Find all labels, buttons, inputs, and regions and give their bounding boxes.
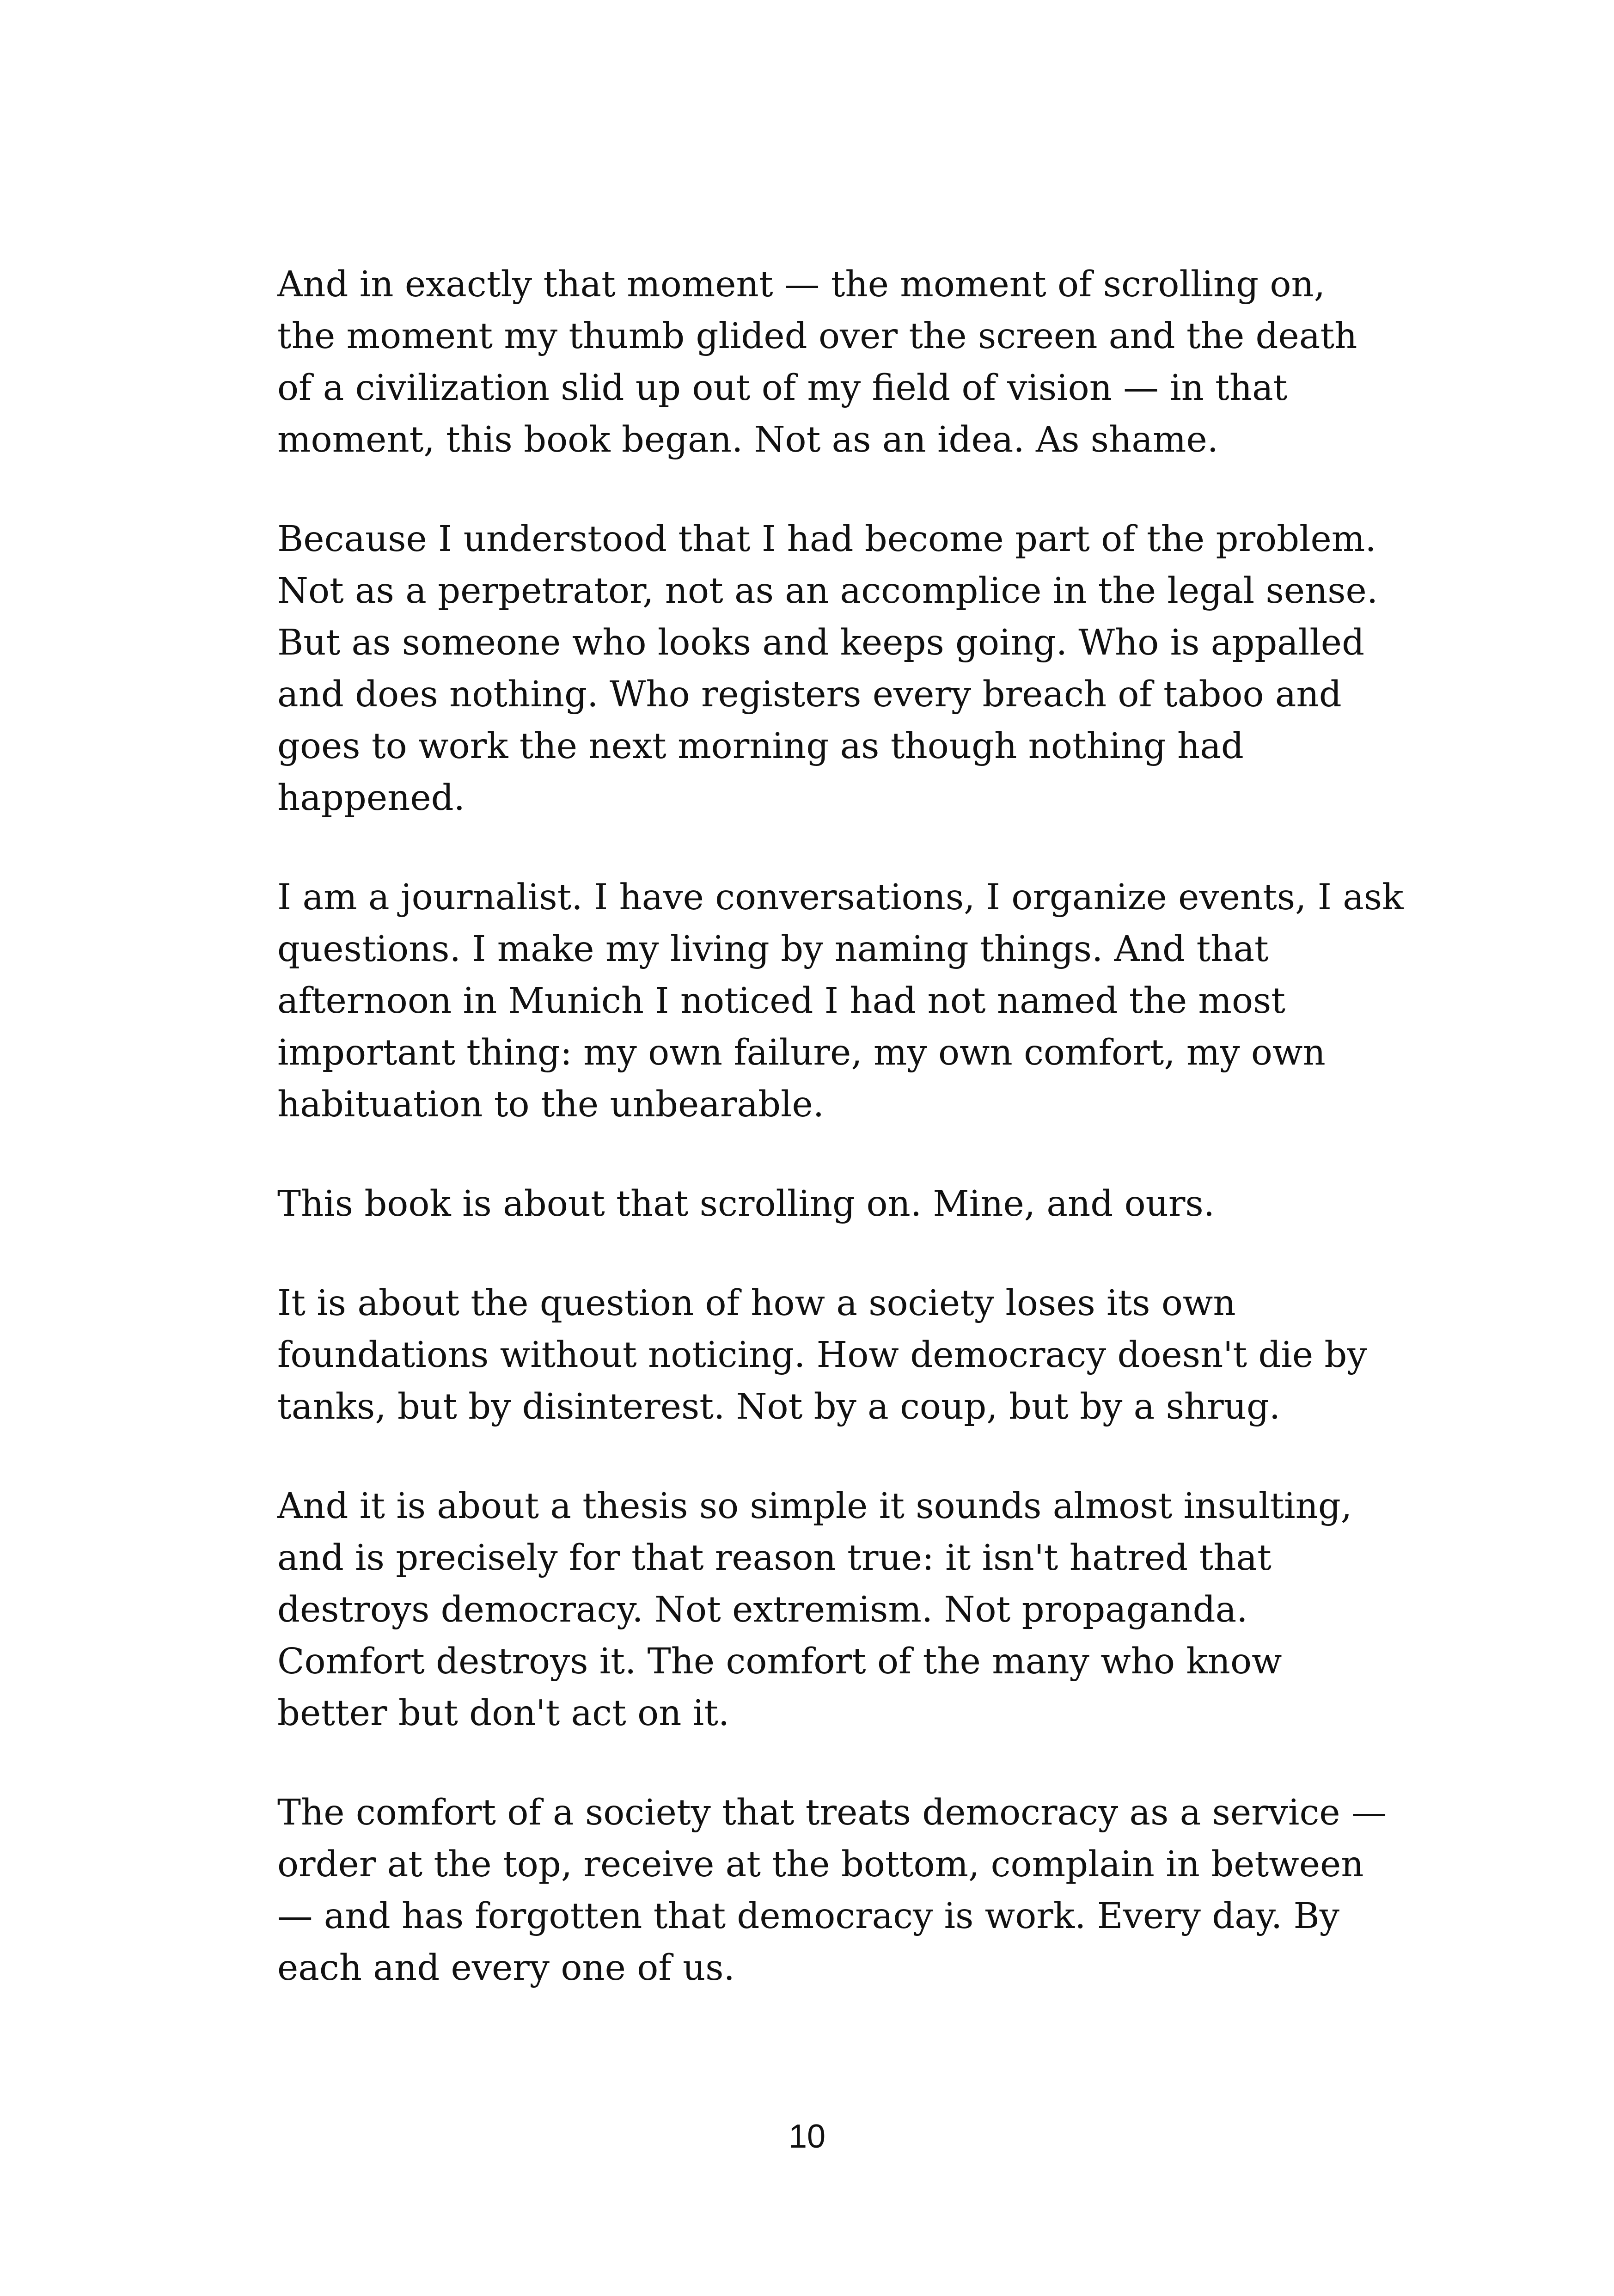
paragraph-4 xyxy=(277,1178,1368,1230)
text-line: important thing: my own failure, my own comfort, my own xyxy=(277,1032,1326,1073)
text-line: But as someone who looks and keeps going. Who is appalled xyxy=(277,622,1365,663)
text-line: tanks, but by disinterest. Not by a coup, but by a shrug. xyxy=(277,1386,1281,1427)
text-line: of a civilization slid up out of my field of vision — in that xyxy=(277,367,1288,409)
text-line: Comfort destroys it. The comfort of the many who know xyxy=(277,1641,1282,1682)
text-line: questions. I make my living by naming things. And that xyxy=(277,929,1269,970)
paragraph-5 xyxy=(277,1278,1368,1433)
text-line: I am a journalist. I have conversations, I organize events, I ask xyxy=(277,877,1404,918)
text-line: better but don't act on it. xyxy=(277,1693,730,1734)
page-number: 10 xyxy=(788,2118,826,2155)
text-line: It is about the question of how a society loses its own xyxy=(277,1283,1236,1324)
text-line: habituation to the unbearable. xyxy=(277,1084,825,1125)
text-line: This book is about that scrolling on. Mine, and ours. xyxy=(277,1183,1215,1225)
text-line: foundations without noticing. How democracy doesn't die by xyxy=(277,1335,1367,1376)
text-line: afternoon in Munich I noticed I had not named the most xyxy=(277,980,1286,1022)
text-line: — and has forgotten that democracy is work. Every day. By xyxy=(277,1896,1339,1937)
paragraph-7 xyxy=(277,1787,1387,1994)
text-line: and is precisely for that reason true: it isn't hatred that xyxy=(277,1537,1272,1579)
text-line: moment, this book began. Not as an idea. As shame. xyxy=(277,419,1219,460)
text-line: goes to work the next morning as though nothing had xyxy=(277,726,1244,767)
text-line: destroys democracy. Not extremism. Not propaganda. xyxy=(277,1589,1248,1630)
text-line: Because I understood that I had become part of the problem. xyxy=(277,519,1376,560)
body-text xyxy=(277,259,1404,2042)
text-line: And it is about a thesis so simple it sounds almost insulting, xyxy=(277,1486,1352,1527)
text-line: order at the top, receive at the bottom, complain in between xyxy=(277,1844,1364,1885)
text-line: and does nothing. Who registers every breach of taboo and xyxy=(277,674,1342,715)
paragraph-6 xyxy=(277,1481,1368,1739)
paragraph-3 xyxy=(277,872,1404,1131)
paragraph-1 xyxy=(277,259,1368,466)
paragraph-2 xyxy=(277,514,1378,824)
text-line: The comfort of a society that treats democracy as a service — xyxy=(277,1792,1387,1833)
text-line: each and every one of us. xyxy=(277,1947,735,1989)
text-line: Not as a perpetrator, not as an accomplice in the legal sense. xyxy=(277,570,1378,612)
text-line: And in exactly that moment — the moment of scrolling on, xyxy=(277,264,1326,305)
text-line: happened. xyxy=(277,778,465,819)
text-line: the moment my thumb glided over the screen and the death xyxy=(277,316,1357,357)
